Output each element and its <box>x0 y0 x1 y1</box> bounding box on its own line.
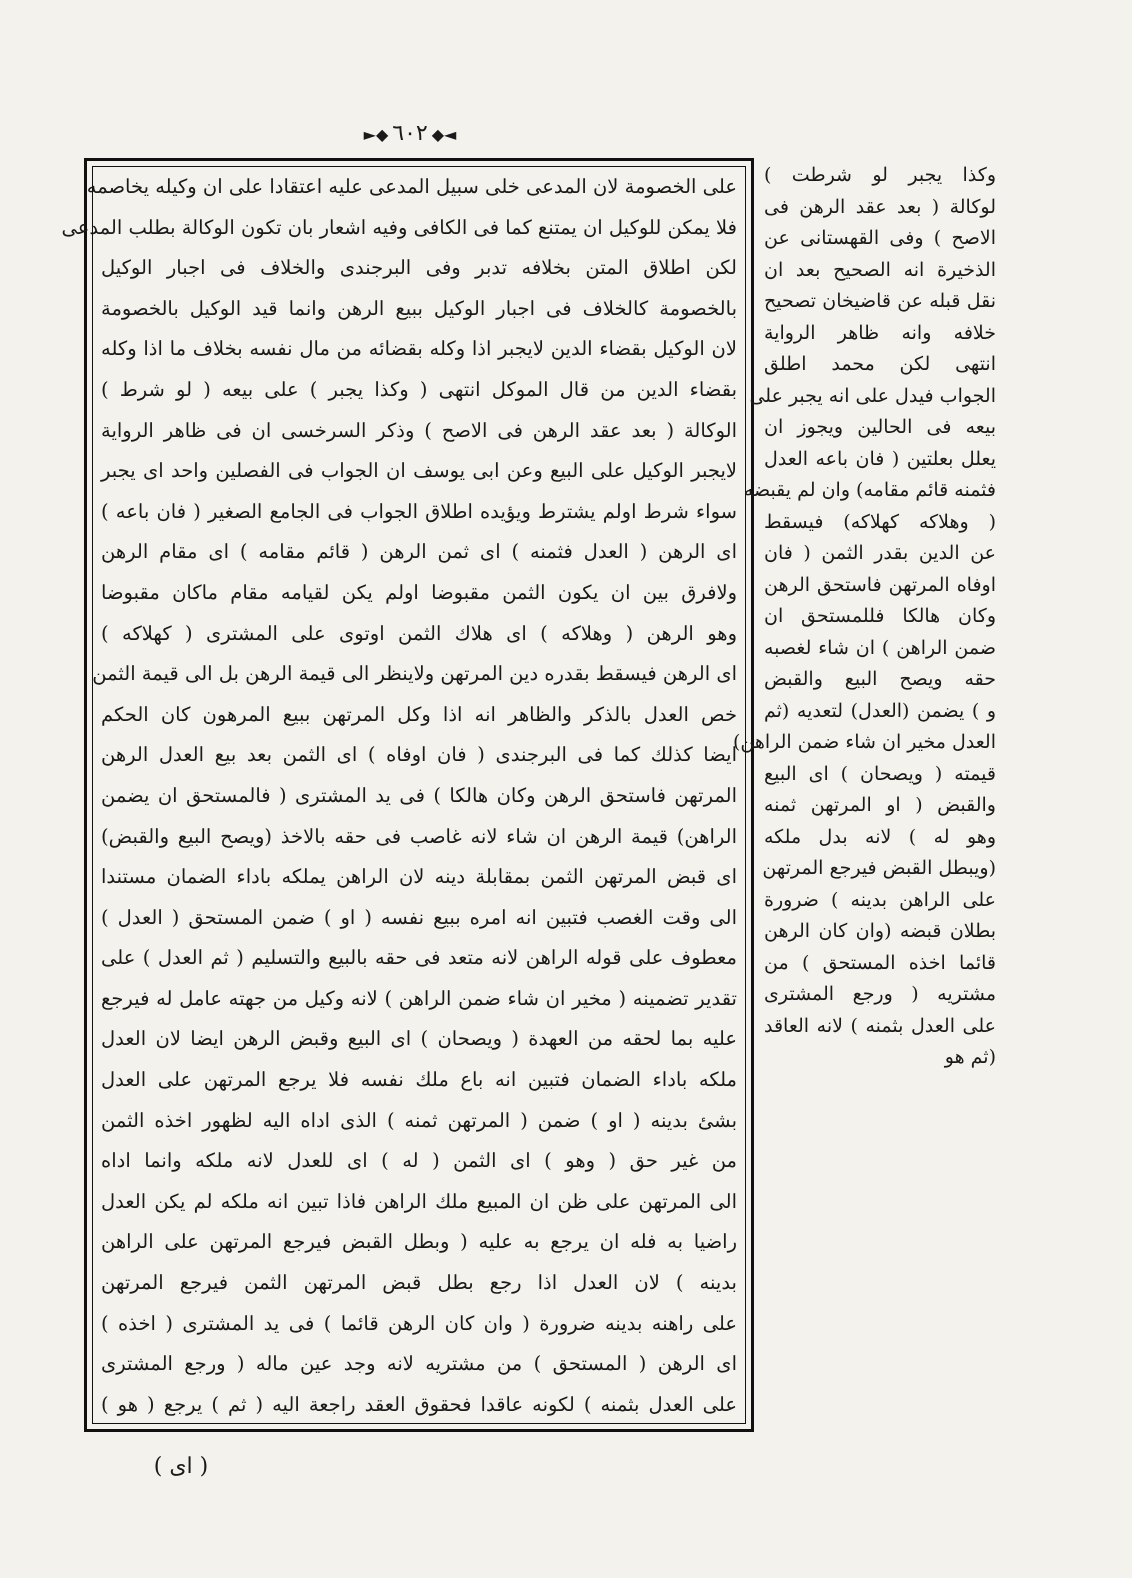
main-text-line: فلا يمكن للوكيل ان يمتنع كما فى الكافى وفيه اشعار بان تكون الوكالة بطلب المدعى <box>61 215 737 239</box>
main-text-line: اى الرهن فيسقط بقدره دين المرتهن ولاينظر الى قيمة الرهن بل الى قيمة الثمن <box>92 662 737 686</box>
margin-text-line: وكذا يجبر لو شرطت ) <box>764 164 996 186</box>
margin-text-line: عن الدين بقدر الثمن ( فان <box>764 542 996 564</box>
main-text-line: ايضا كذلك كما فى البرجندى ( فان اوفاه ) اى الثمن بعد بيع العدل الرهن <box>101 743 737 767</box>
main-text-line: اى الرهن ( المستحق ) من مشتريه لانه وجد عين ماله ( ورجع المشترى <box>101 1352 737 1376</box>
margin-text-line: وكان هالكا فللمستحق ان <box>764 605 996 627</box>
main-text-line: لايجبر الوكيل على البيع وعن ابى يوسف ان الجواب فى الفصلين واحد اى يجبر <box>101 459 737 483</box>
main-text-line: الراهن) قيمة الرهن ان شاء لانه غاصب فى حقه بالاخذ (ويصح البيع والقبض) <box>101 824 737 848</box>
main-text-line: عليه بما لحقه من العهدة ( ويصحان ) اى البيع وقبض الرهن ايضا لان العدل <box>101 1027 737 1051</box>
main-text-line: سواء شرط اولم يشترط ويؤيده اطلاق الجواب فى الجامع الصغير ( فان باعه ) <box>101 499 737 523</box>
margin-text-line: و ) يضمن (العدل) لتعديه (ثم <box>764 699 996 722</box>
margin-text-line: نقل قبله عن قاضيخان تصحيح <box>764 290 996 312</box>
margin-text-line: (ثم هو <box>944 1046 996 1068</box>
ornament-right: ◆► <box>363 125 389 144</box>
margin-text-line: اوفاه المرتهن فاستحق الرهن <box>764 573 996 596</box>
main-text-line: الى وقت الغصب فتبين انه امره ببيع نفسه ( او ) ضمن المستحق ( العدل ) <box>101 905 737 929</box>
main-text-line: من غير حق ( وهو ) اى الثمن ( له ) اى للعدل لانه ملكه وانما اداه <box>101 1149 737 1173</box>
margin-text-line: الاصح ) وفى القهستانى عن <box>764 227 996 249</box>
margin-text-line: وهو له ) لانه بدل ملكه <box>764 825 996 848</box>
margin-text-line: مشتريه ( ورجع المشترى <box>764 983 996 1005</box>
main-text-line: ملكه باداء الضمان فتبين انه باع ملك نفسه فلا يرجع المرتهن على العدل <box>101 1068 737 1092</box>
margin-text-line: بطلان قبضه (وان كان الرهن <box>764 920 996 942</box>
margin-text-line: قيمته ( ويصحان ) اى البيع <box>764 762 996 785</box>
main-text-line: معطوف على قوله الراهن لانه متعد فى حقه بالبيع والتسليم ( ثم العدل ) على <box>101 946 737 970</box>
main-text-line: بشئ بدينه ( او ) ضمن ( المرتهن ثمنه ) الذى اداه اليه لظهور اخذه الثمن <box>101 1108 737 1132</box>
margin-text-line: الجواب فيدل على انه يجبر على <box>749 384 996 407</box>
main-text-line: راضيا به فله ان يرجع به عليه ( وبطل القبض فيرجع المرتهن على الراهن <box>101 1230 737 1254</box>
margin-text-line: بيعه فى الحالين ويجوز ان <box>764 416 996 438</box>
margin-text-line: العدل مخير ان شاء ضمن الراهن) <box>732 731 996 753</box>
page-number-text: ٦٠٢ <box>392 121 428 146</box>
main-text-line: بالخصومة كالخلاف فى اجبار الوكيل ببيع الرهن وانما قيد الوكيل بالخصومة <box>101 296 737 320</box>
ornament-left: ◄◆ <box>431 125 457 144</box>
main-text-line: المرتهن فاستحق الرهن وكان هالكا ) فى يد المشترى ( فالمستحق ان يضمن <box>101 783 737 807</box>
margin-text-line: حقه ويصح البيع والقبض <box>764 668 996 690</box>
main-text-block <box>61 171 737 1421</box>
main-text-line: لان الوكيل بقضاء الدين لايجبر اذا وكله بقضائه من مال نفسه بخلاف ما اذا وكله <box>101 337 737 361</box>
main-text-line: تقدير تضمينه ( مخير ان شاء ضمن الراهن ) لانه وكيل من جهته عامل له فيرجع <box>101 986 737 1010</box>
main-text-line: ولافرق بين ان يكون الثمن مقبوضا اولم يكن لقيامه مقام ماكان مقبوضا <box>101 580 737 604</box>
margin-text-line: ضمن الراهن ) ان شاء لغصبه <box>764 636 996 659</box>
main-text-line: اى الرهن ( العدل فثمنه ) اى ثمن الرهن ( قائم مقامه ) اى مقام الرهن <box>101 540 737 564</box>
margin-text-line: خلافه وانه ظاهر الرواية <box>764 321 996 344</box>
main-text-line: على العدل بثمنه ) لكونه عاقدا فحقوق العقد راجعة اليه ( ثم ) يرجع ( هو ) <box>101 1392 737 1416</box>
main-text-line: خص العدل بالذكر والظاهر انه اذا وكل المرتهن ببيع المرهون كان الحكم <box>101 702 737 726</box>
main-text-line: على راهنه بدينه ضرورة ( وان كان الرهن قائما ) فى يد المشترى ( اخذه ) <box>101 1311 737 1335</box>
main-text-line: بقضاء الدين من قال الموكل انتهى ( وكذا يجبر ) على بيعه ( لو شرط ) <box>101 377 737 401</box>
page-number <box>335 120 485 148</box>
margin-text-line: على العدل بثمنه ) لانه العاقد <box>764 1014 996 1037</box>
margin-text-line: قائما اخذه المستحق ) من <box>764 951 996 974</box>
main-text-line: الوكالة ( بعد عقد الرهن فى الاصح ) وذكر السرخسى ان فى ظاهر الرواية <box>101 418 737 442</box>
main-text-line: لكن اطلاق المتن بخلافه تدبر وفى البرجندى والخلاف فى اجبار الوكيل <box>101 256 737 280</box>
main-text-line: بدينه ) لان العدل اذا رجع بطل قبض المرتهن الثمن فيرجع المرتهن <box>101 1271 737 1295</box>
margin-commentary <box>732 160 996 1380</box>
margin-text-line: يعلل بعلتين ( فان باعه العدل <box>764 447 996 470</box>
main-text-line: على الخصومة لان المدعى خلى سبيل المدعى عليه اعتقادا على ان وكيله يخاصمه <box>86 175 737 198</box>
margin-text-line: ( وهلاكه كهلاكه) فيسقط <box>764 510 996 533</box>
main-text-frame <box>61 158 754 1432</box>
main-text-line: وهو الرهن ( وهلاكه ) اى هلاك الثمن اوتوى على المشترى ( كهلاكه ) <box>101 621 737 645</box>
margin-text-line: على الراهن بدينه ) ضرورة <box>764 888 996 911</box>
margin-text-line: فثمنه قائم مقامه) وان لم يقبضه <box>743 479 996 501</box>
main-text-line: الى المرتهن على ظن ان المبيع ملك الراهن فاذا تبين انه ملكه لم يكن العدل <box>101 1189 737 1213</box>
margin-text-line: لوكالة ( بعد عقد الرهن فى <box>764 195 996 218</box>
margin-text-line: انتهى لكن محمد اطلق <box>764 353 996 375</box>
main-text-line: اى قبض المرتهن الثمن بمقابلة دينه لان الراهن يملكه باداء الضمان مستندا <box>101 865 737 889</box>
margin-text-line: والقبض ( او المرتهن ثمنه <box>764 794 996 816</box>
margin-text-line: الذخيرة انه الصحيح بعد ان <box>764 258 996 281</box>
catchword: ( اى ) <box>153 1454 209 1479</box>
margin-text-line: (ويبطل القبض فيرجع المرتهن <box>762 857 996 879</box>
